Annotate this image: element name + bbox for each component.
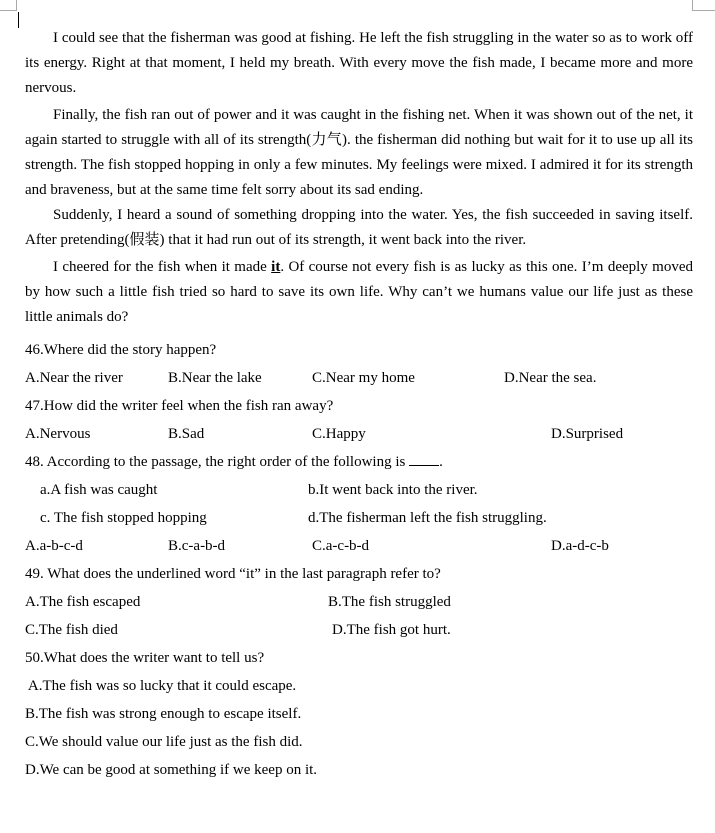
paragraph-4-part-2: . Of course not every fish is as lucky as this one. I’m deeply moved by how such a little fish tried so hard to save its own life. Why can’t we humans value our life just as these little animals do?	[25, 259, 693, 325]
paragraph-2: Finally, the fish ran out of power and it was caught in the fishing net. When it was shown out of the net, it again started to struggle with all of its strength(力气). the fisherman did nothing but wait for it to use up all its strength. The fish stopped hopping in only a few minutes. My feelings were mixed. I admired it for its strength and braveness, but at the same time felt sorry about its sad ending.	[25, 107, 693, 198]
q47-option-d[interactable]: D.Surprised	[551, 426, 624, 442]
question-48-options	[25, 532, 693, 560]
question-46-stem: 46.Where did the story happen?	[25, 342, 217, 358]
q48-item-a: a.A fish was caught	[40, 482, 158, 498]
page-corner-mark-left	[0, 0, 17, 11]
q47-option-b[interactable]: B.Sad	[168, 426, 205, 442]
question-46-options	[25, 364, 693, 392]
paragraph-1: I could see that the fisherman was good at fishing. He left the fish struggling in the water so as to work off its energy. Right at that moment, I held my breath. With every move the fish made, I became more and more nervous.	[25, 30, 693, 96]
q46-option-a[interactable]: A.Near the river	[25, 370, 123, 386]
paragraph-4	[25, 255, 693, 330]
q50-option-a[interactable]: A.The fish was so lucky that it could escape.	[25, 678, 297, 694]
q50-option-c[interactable]: C.We should value our life just as the fish did.	[25, 734, 303, 750]
q48-item-d: d.The fisherman left the fish struggling.	[308, 510, 547, 526]
underlined-word-it: it	[271, 259, 281, 275]
q46-option-c[interactable]: C.Near my home	[312, 370, 415, 386]
q47-option-c[interactable]: C.Happy	[312, 426, 366, 442]
question-50-stem: 50.What does the writer want to tell us?	[25, 650, 265, 666]
q48-option-b[interactable]: B.c-a-b-d	[168, 538, 226, 554]
q48-stem-end: .	[439, 454, 443, 470]
q47-option-a[interactable]: A.Nervous	[25, 426, 91, 442]
q48-stem-text: 48. According to the passage, the right order of the following is	[25, 454, 410, 470]
document-page[interactable]	[25, 26, 693, 784]
q48-item-b: b.It went back into the river.	[308, 482, 478, 498]
q49-option-c[interactable]: C.The fish died	[25, 622, 118, 638]
question-48-items-2	[25, 504, 693, 532]
q46-option-b[interactable]: B.Near the lake	[168, 370, 262, 386]
q46-option-d[interactable]: D.Near the sea.	[504, 370, 597, 386]
q48-item-c: c. The fish stopped hopping	[40, 510, 207, 526]
question-47-stem: 47.How did the writer feel when the fish ran away?	[25, 398, 334, 414]
q49-option-b[interactable]: B.The fish struggled	[328, 594, 451, 610]
q49-option-d[interactable]: D.The fish got hurt.	[332, 622, 451, 638]
q50-option-d[interactable]: D.We can be good at something if we keep on it.	[25, 762, 318, 778]
paragraph-4-part-1: I cheered for the fish when it made	[53, 259, 272, 275]
q50-option-b[interactable]: B.The fish was strong enough to escape itself.	[25, 706, 302, 722]
q48-option-a[interactable]: A.a-b-c-d	[25, 538, 83, 554]
paragraph-3: Suddenly, I heard a sound of something dropping into the water. Yes, the fish succeeded in saving itself. After pretending(假装) that it had run out of its strength, it went back into the river.	[25, 207, 693, 248]
question-47-options	[25, 420, 693, 448]
question-49-options-1	[25, 588, 693, 616]
question-49-stem: 49. What does the underlined word “it” in the last paragraph refer to?	[25, 566, 441, 582]
question-48-stem	[25, 448, 693, 476]
q49-option-a[interactable]: A.The fish escaped	[25, 594, 141, 610]
q48-option-c[interactable]: C.a-c-b-d	[312, 538, 370, 554]
question-48-items-1	[25, 476, 693, 504]
answer-blank	[409, 451, 439, 466]
q48-option-d[interactable]: D.a-d-c-b	[551, 538, 609, 554]
question-49-options-2	[25, 616, 693, 644]
page-corner-mark-right	[692, 0, 715, 11]
text-cursor	[18, 12, 19, 28]
